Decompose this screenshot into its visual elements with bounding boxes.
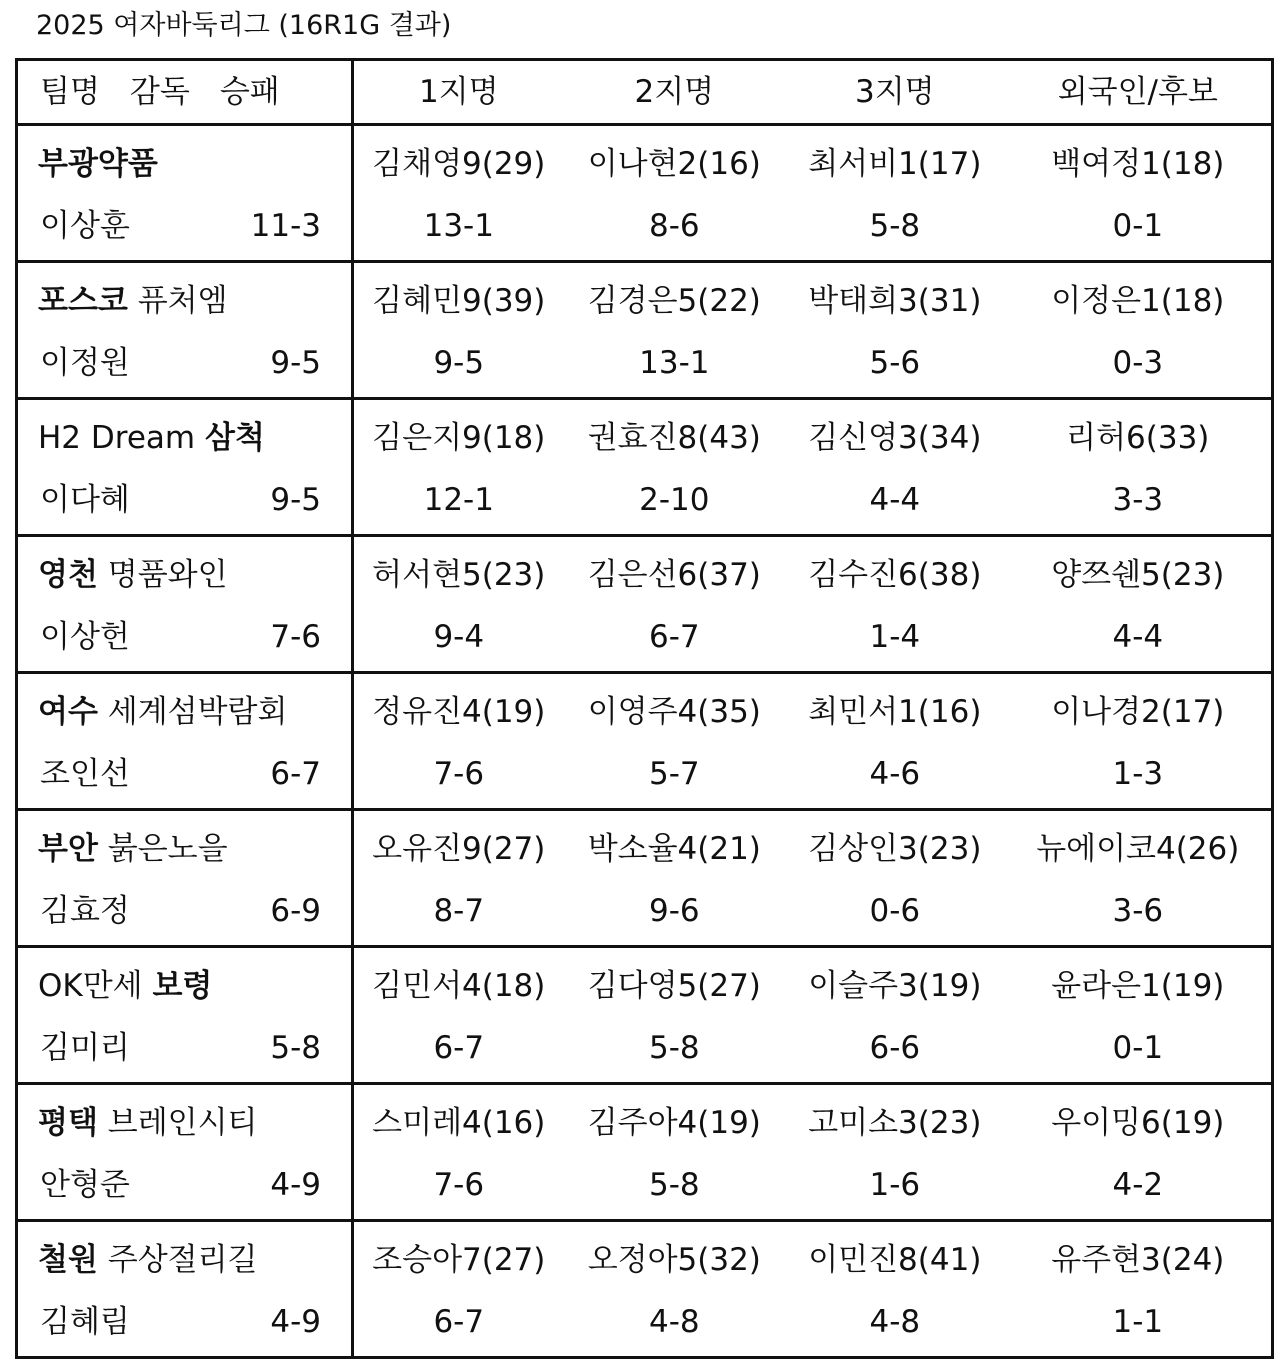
player-name: 고미소3(23) [808,1105,982,1141]
players-cell [353,536,1273,673]
player-name: 최민서1(16) [808,694,982,730]
coach-name: 조인선 [40,756,130,792]
team-name-bold: 부안 [38,831,98,867]
coach-name: 김효정 [40,893,130,929]
player-name: 리허6(33) [1066,420,1210,456]
coach-name: 이상훈 [40,208,130,244]
header-coach: 감독 [129,74,190,110]
player-record: 1-4 [869,619,921,655]
players-cell [353,673,1273,810]
player-name: 이영주4(35) [587,694,761,730]
team-info-cell [17,673,353,810]
header-pick-3: 3지명 [855,74,935,110]
header-pick-2: 2지명 [634,74,715,110]
player-name: 우이밍6(19) [1051,1105,1225,1141]
player-name: 김상인3(23) [808,831,982,867]
team-row [17,125,1273,262]
player-name: 김혜민9(39) [372,283,546,319]
team-name [18,681,351,743]
players-cell [353,810,1273,947]
team-name-rest: 세계섬박람회 [97,694,288,730]
team-name-bold: 철원 [38,1242,98,1278]
players-cell [353,399,1273,536]
player-record: 9-5 [433,345,485,381]
player-record: 9-6 [648,893,700,929]
player-record: 4-4 [1112,619,1164,655]
player-record: 4-2 [1112,1167,1164,1203]
players-cell [353,1221,1273,1358]
team-name-bold: 여수 [38,694,98,730]
coach-name: 이정원 [40,345,130,381]
player-record: 0-3 [1112,345,1164,381]
player-record: 8-7 [433,893,485,929]
team-record: 5-8 [270,1030,321,1066]
player-name: 이슬주3(19) [808,968,982,1004]
team-row [17,262,1273,399]
team-record: 4-9 [270,1167,321,1203]
player-name: 허서현5(23) [372,557,546,593]
player-record: 5-8 [648,1167,700,1203]
player-record: 3-3 [1112,482,1164,518]
team-info-cell [17,947,353,1084]
player-name: 김은선6(37) [587,557,761,593]
coach-name: 이상헌 [40,619,130,655]
team-name-rest: 퓨처엠 [127,283,228,319]
team-name-bold: 삼척 [204,420,265,456]
team-name-bold: 영천 [38,557,98,593]
team-name-bold: 부광약품 [38,146,158,182]
team-record: 7-6 [270,619,321,655]
team-row [17,536,1273,673]
page-title: 2025 여자바둑리그 (16R1G 결과) [36,10,452,41]
player-name: 유주현3(24) [1051,1242,1225,1278]
player-record: 4-6 [869,756,921,792]
team-row [17,399,1273,536]
coach-name: 김미리 [40,1030,130,1066]
player-name: 백여정1(18) [1051,146,1225,182]
team-name [18,818,351,880]
player-record: 4-8 [869,1304,921,1340]
league-results-table [15,58,1274,1359]
team-record: 9-5 [270,482,321,518]
team-info-cell [17,1084,353,1221]
player-name: 김다영5(27) [587,968,761,1004]
player-record: 7-6 [433,756,485,792]
player-record: 13-1 [639,345,710,381]
player-name: 조승아7(27) [372,1242,546,1278]
player-name: 윤라은1(19) [1051,968,1225,1004]
team-name [18,544,351,606]
team-name [18,1092,351,1154]
team-row [17,673,1273,810]
player-name: 뉴에이코4(26) [1036,831,1240,867]
team-info-cell [17,1221,353,1358]
team-info-cell [17,399,353,536]
team-name [18,955,351,1017]
header-pick-1: 1지명 [418,74,499,110]
player-record: 12-1 [423,482,494,518]
team-row [17,947,1273,1084]
player-record: 6-7 [433,1304,485,1340]
team-name [18,133,351,195]
player-record: 5-7 [648,756,700,792]
player-record: 8-6 [648,208,700,244]
team-name-rest: 주상절리길 [97,1242,258,1278]
team-name [18,270,351,332]
player-record: 1-1 [1112,1304,1164,1340]
player-name: 김주아4(19) [587,1105,761,1141]
player-record: 9-4 [433,619,485,655]
players-cell [353,947,1273,1084]
player-record: 3-6 [1112,893,1164,929]
player-name: 김수진6(38) [808,557,982,593]
player-name: 김신영3(34) [808,420,982,456]
team-info-cell [17,536,353,673]
team-name-bold: 보령 [152,968,213,1004]
player-name: 스미레4(16) [372,1105,546,1141]
team-record: 11-3 [250,208,321,244]
team-row [17,1084,1273,1221]
player-name: 오정아5(32) [587,1242,761,1278]
header-right-cell [353,60,1273,125]
player-record: 13-1 [423,208,494,244]
header-record: 승패 [219,74,280,110]
player-name: 정유진4(19) [372,694,546,730]
player-name: 박태희3(31) [808,283,982,319]
player-record: 1-3 [1112,756,1164,792]
player-name: 이나현2(16) [587,146,761,182]
player-name: 김경은5(22) [587,283,761,319]
player-name: 김민서4(18) [372,968,546,1004]
team-name [18,1229,351,1291]
players-cell [353,262,1273,399]
team-name-bold: 포스코 [38,283,128,319]
player-record: 1-6 [869,1167,921,1203]
team-name-rest: 명품와인 [97,557,228,593]
team-info-cell [17,810,353,947]
header-row [17,60,1273,125]
coach-name: 이다혜 [40,482,130,518]
players-cell [353,125,1273,262]
player-record: 6-7 [648,619,700,655]
player-record: 5-8 [648,1030,700,1066]
team-info-cell [17,262,353,399]
players-cell [353,1084,1273,1221]
player-name: 이나경2(17) [1051,694,1225,730]
player-name: 오유진9(27) [372,831,546,867]
player-name: 박소율4(21) [587,831,761,867]
coach-name: 안형준 [40,1167,130,1203]
team-name-bold: 평택 [38,1105,98,1141]
team-record: 4-9 [270,1304,321,1340]
player-record: 5-6 [869,345,921,381]
player-record: 0-6 [869,893,921,929]
player-record: 6-7 [433,1030,485,1066]
player-record: 0-1 [1112,1030,1164,1066]
player-record: 2-10 [639,482,710,518]
player-record: 4-8 [648,1304,700,1340]
header-foreign-reserve: 외국인/후보 [1057,74,1218,110]
team-record: 6-9 [270,893,321,929]
player-name: 김채영9(29) [372,146,546,182]
team-name [18,407,351,469]
header-team: 팀명 [40,74,100,110]
team-name-rest: H2 Dream [38,420,205,456]
team-name-rest: OK만세 [38,968,153,1004]
player-record: 6-6 [869,1030,921,1066]
team-record: 6-7 [270,756,321,792]
team-row [17,810,1273,947]
team-name-rest: 브레인시티 [97,1105,258,1141]
player-name: 권효진8(43) [587,420,761,456]
team-record: 9-5 [270,345,321,381]
header-left-cell [17,60,353,125]
player-record: 0-1 [1112,208,1164,244]
player-record: 5-8 [869,208,921,244]
player-record: 7-6 [433,1167,485,1203]
coach-name: 김혜림 [40,1304,130,1340]
team-info-cell [17,125,353,262]
player-name: 김은지9(18) [372,420,546,456]
team-name-rest: 붉은노을 [97,831,228,867]
team-row [17,1221,1273,1358]
player-name: 이정은1(18) [1051,283,1225,319]
player-name: 양쯔쉔5(23) [1051,557,1225,593]
player-name: 이민진8(41) [808,1242,982,1278]
player-name: 최서비1(17) [808,146,982,182]
player-record: 4-4 [869,482,921,518]
